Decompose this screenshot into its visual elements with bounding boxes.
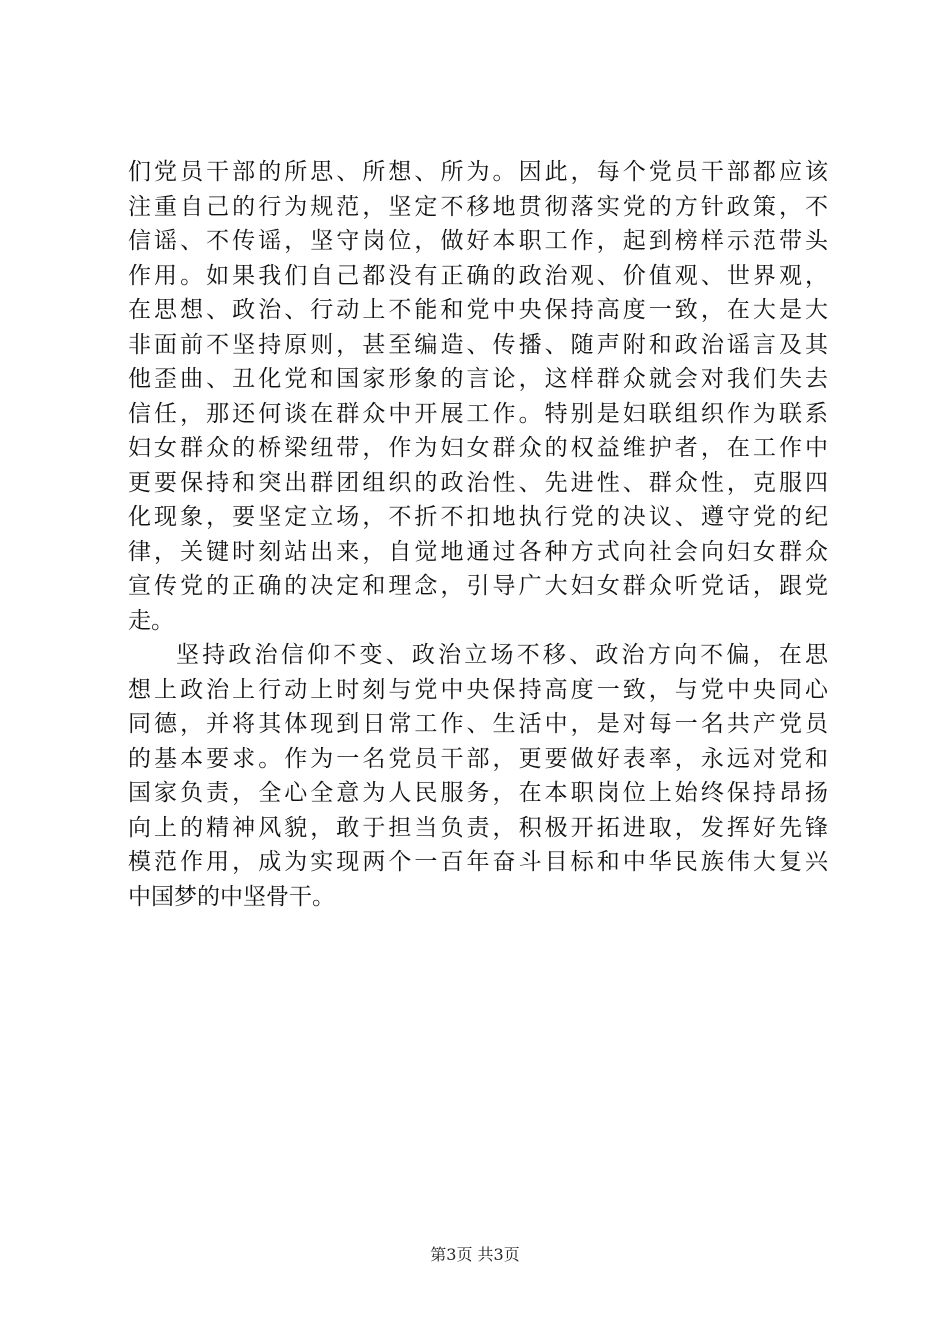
text-line: 化现象，要坚定立场，不折不扣地执行党的决议、遵守党的纪 [128,504,828,530]
text-line: 宣传党的正确的决定和理念，引导广大妇女群众听党话，跟党 [128,573,828,599]
text-line: 们党员干部的所思、所想、所为。因此，每个党员干部都应该 [128,159,828,185]
text-line: 模范作用，成为实现两个一百年奋斗目标和中华民族伟大复兴 [128,849,828,875]
text-line: 在思想、政治、行动上不能和党中央保持高度一致，在大是大 [128,297,828,323]
text-line: 注重自己的行为规范，坚定不移地贯彻落实党的方针政策，不 [128,193,828,220]
text-line: 信任，那还何谈在群众中开展工作。特别是妇联组织作为联系 [128,400,828,427]
text-line: 更要保持和突出群团组织的政治性、先进性、群众性，克服四 [128,469,828,496]
text-line: 非面前不坚持原则，甚至编造、传播、随声附和政治谣言及其 [128,331,828,358]
text-line: 他歪曲、丑化党和国家形象的言论，这样群众就会对我们失去 [128,366,828,392]
text-line: 中国梦的中坚骨干。 [128,883,335,910]
text-line: 的基本要求。作为一名党员干部，更要做好表率，永远对党和 [128,745,828,772]
paragraph-1 [128,155,828,638]
page-footer [0,1244,950,1266]
text-line: 作用。如果我们自己都没有正确的政治观、价值观、世界观， [128,262,828,289]
paragraph-2 [128,638,828,914]
text-line: 坚持政治信仰不变、政治立场不移、政治方向不偏，在思 [176,642,828,668]
text-line: 妇女群众的桥梁纽带，作为妇女群众的权益维护者，在工作中 [128,435,828,461]
text-line: 国家负责，全心全意为人民服务，在本职岗位上始终保持昂扬 [128,780,828,806]
text-line: 向上的精神风貌，敢于担当负责，积极开拓进取，发挥好先锋 [128,814,828,841]
text-line: 信谣、不传谣，坚守岗位，做好本职工作，起到榜样示范带头 [128,228,828,254]
text-line: 想上政治上行动上时刻与党中央保持高度一致，与党中央同心 [128,676,828,703]
page-number: 第3页 共3页 [430,1245,520,1264]
text-line: 同德，并将其体现到日常工作、生活中，是对每一名共产党员 [128,711,828,737]
text-line: 律，关键时刻站出来，自觉地通过各种方式向社会向妇女群众 [128,538,828,565]
document-body [128,155,828,914]
text-line: 走。 [128,607,174,634]
